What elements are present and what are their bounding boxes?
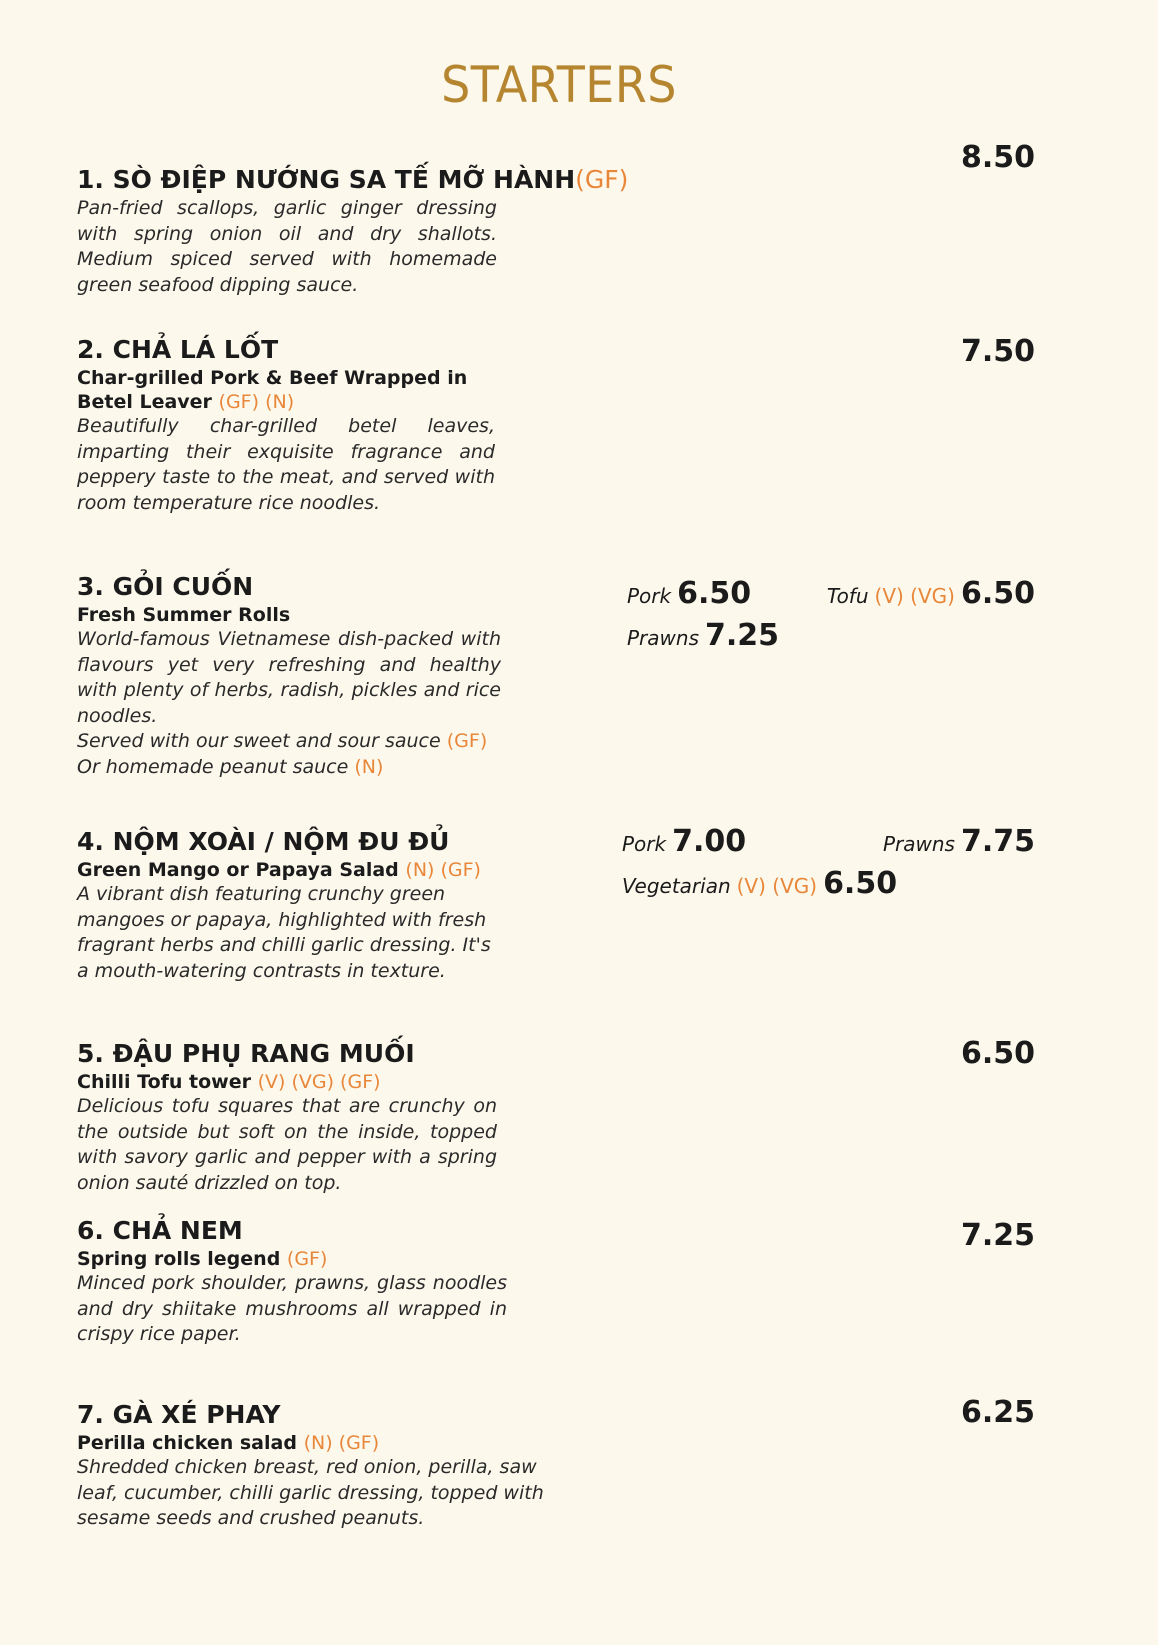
item-subtitle [77,1070,497,1094]
price-vegetarian [622,866,897,901]
diet-tag: (N) (GF) [303,1432,380,1454]
item-price: 7.50 [960,334,1035,369]
diet-tag: (N) (GF) [405,859,481,881]
price-value: 6.50 [823,866,898,901]
item-description: Pan-fried scallops, garlic ginger dressing with spring onion oil and dry shallots. Medium spiced served with homemade green seafood dipping sauce. [77,197,497,296]
price-label: Pork [627,584,672,608]
item-name: 7. GÀ XÉ PHAY [77,1400,281,1429]
menu-item-3 [77,571,501,780]
price-value: 7.25 [705,618,780,653]
price-pork [622,824,746,859]
sauce-text: Or homemade peanut sauce [77,755,349,778]
item-price: 7.25 [960,1218,1035,1253]
sauce-text: Served with our sweet and sour sauce [77,730,441,752]
item-description: Shredded chicken breast, red onion, perilla, saw leaf, cucumber, chilli garlic dressing, topped with sesame seeds and crushed peanuts. [77,1456,544,1529]
diet-tag: (N) [354,755,384,778]
item-subtitle [77,1431,557,1455]
item-name: 2. CHẢ LÁ LỐT [77,335,279,364]
page-title: STARTERS [441,56,677,114]
item-sauce-note [77,755,501,781]
item-subtitle: Fresh Summer Rolls [77,604,291,626]
price-prawns [627,618,779,653]
item-description: Delicious tofu squares that are crunchy on the outside but soft on the inside, topped with savory garlic and pepper with a spring onion sauté drizzled on top. [77,1095,497,1194]
item-sauce-note [77,729,501,755]
diet-tag: (V) (VG) (GF) [257,1071,381,1093]
price-value: 6.50 [677,576,752,611]
item-description: A vibrant dish featuring crunchy green mangoes or papaya, highlighted with fresh fragrant herbs and chilli garlic dressing. It's a mouth-watering contrasts in texture. [77,883,491,982]
diet-tag: (V) (VG) [736,874,818,898]
price-label: Pork [622,832,667,856]
price-tofu [827,576,1035,611]
menu-item-5 [77,1038,497,1196]
item-price: 6.25 [960,1395,1035,1430]
item-description: Minced pork shoulder, prawns, glass noodles and dry shiitake mushrooms all wrapped in crispy rice paper. [77,1272,507,1345]
price-label: Prawns [882,832,955,856]
item-name: 3. GỎI CUỐN [77,572,254,601]
item-price: 8.50 [960,140,1035,175]
price-value: 6.50 [960,576,1035,611]
item-subtitle [77,366,495,414]
diet-tag: (GF) [446,730,488,752]
diet-tag: (GF) (N) [218,391,295,413]
price-label: Tofu [826,584,869,608]
menu-item-1 [77,164,629,298]
price-value: 7.75 [960,824,1035,859]
item-name [77,164,629,196]
item-subtitle-text: Perilla chicken salad [77,1432,297,1454]
item-subtitle [77,1247,507,1271]
price-pork [627,576,751,611]
price-value: 7.00 [672,824,747,859]
item-subtitle-text: Chilli Tofu tower [77,1071,251,1093]
menu-item-6 [77,1215,507,1348]
item-subtitle-text: Spring rolls legend [77,1248,281,1270]
item-name: 5. ĐẬU PHỤ RANG MUỐI [77,1039,415,1068]
price-prawns [883,824,1035,859]
price-label: Prawns [627,626,699,650]
item-description: Beautifully char-grilled betel leaves, imparting their exquisite fragrance and peppery taste to the meat, and served with room temperature rice noodles. [77,415,495,514]
item-name: 4. NỘM XOÀI / NỘM ĐU ĐỦ [77,827,450,856]
item-description: World-famous Vietnamese dish-packed with flavours yet very refreshing and healthy with plenty of herbs, radish, pickles and rice noodles. [77,628,501,727]
menu-item-2 [77,334,495,516]
diet-tag: (GF) [575,165,629,194]
item-name: 6. CHẢ NEM [77,1216,243,1245]
diet-tag: (V) (VG) [874,584,955,608]
price-label: Vegetarian [622,874,731,898]
diet-tag: (GF) [286,1248,328,1270]
item-subtitle [77,858,501,882]
item-price: 6.50 [960,1036,1035,1071]
menu-item-7 [77,1399,557,1532]
item-subtitle-text: Char-grilled Pork & Beef Wrapped in Betel Leaver [77,367,468,413]
item-subtitle-text: Green Mango or Papaya Salad [77,859,399,881]
menu-item-4 [77,826,501,984]
item-name-text: 1. SÒ ĐIỆP NƯỚNG SA TẾ MỠ HÀNH [77,165,576,194]
